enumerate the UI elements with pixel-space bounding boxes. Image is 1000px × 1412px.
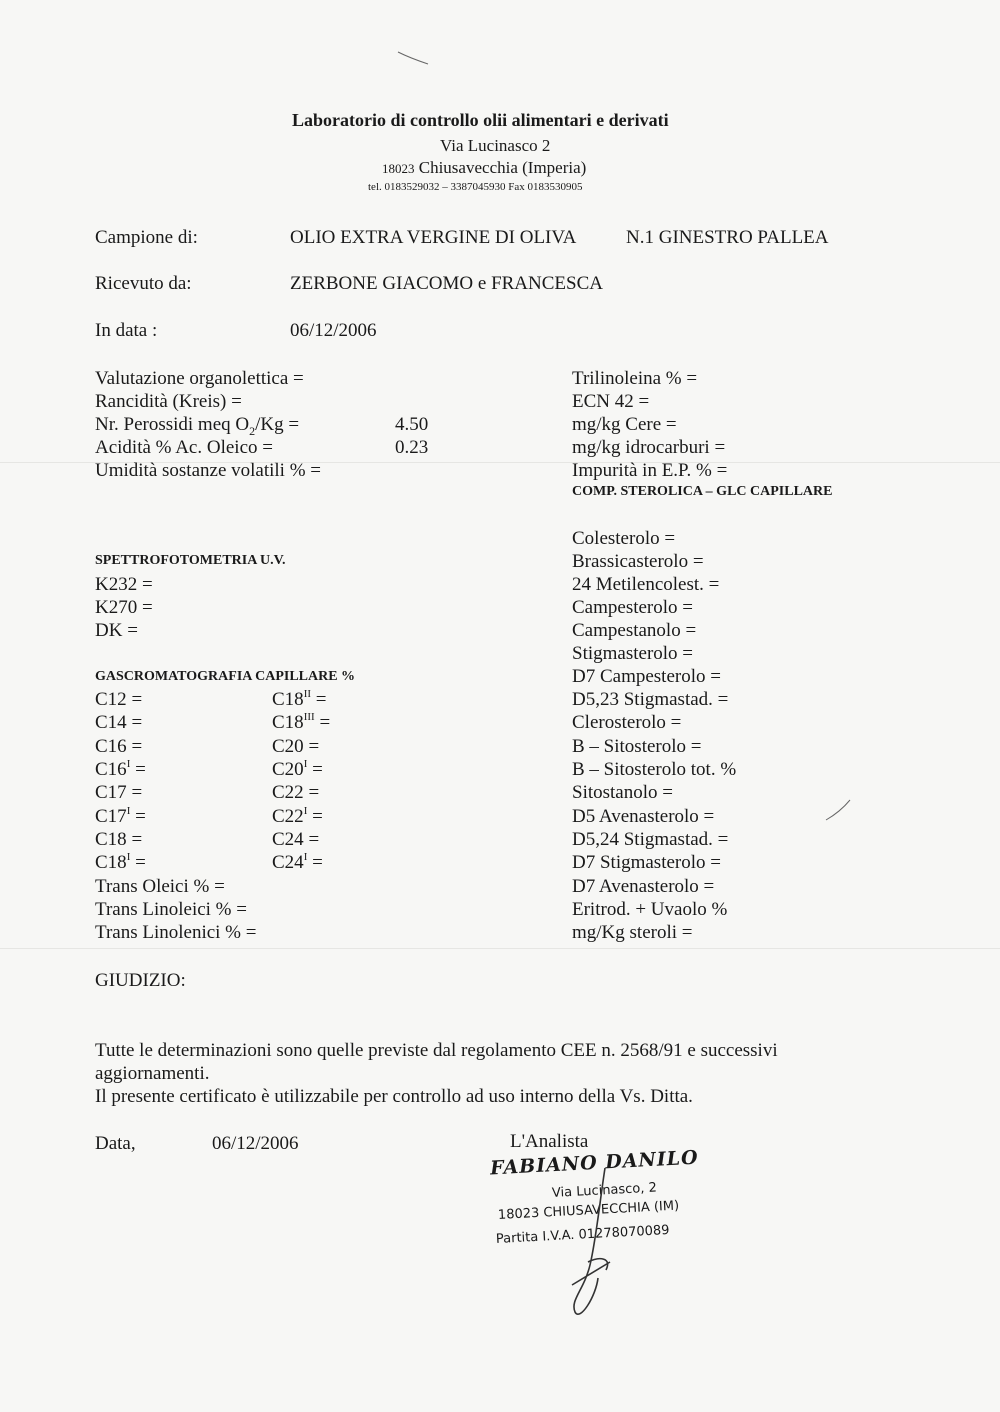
gc-item-base: C18	[95, 852, 127, 873]
sterol-item: D5,24 Stigmastad. =	[572, 829, 729, 850]
gc-item	[95, 759, 146, 781]
gc-item-eq: =	[307, 852, 323, 873]
gc-item	[272, 759, 323, 781]
pen-mark	[826, 800, 850, 820]
gc-item-eq: =	[303, 782, 320, 803]
gc-item	[95, 736, 142, 758]
gc-item-base: C16	[95, 759, 127, 780]
gc-section-title: GASCROMATOGRAFIA CAPILLARE %	[95, 669, 356, 684]
gc-item-base: C24	[272, 852, 304, 873]
sterol-item: Campestanolo =	[572, 620, 697, 641]
sterol-item: 24 Metilencolest. =	[572, 574, 720, 595]
trans-linolenici: Trans Linolenici % =	[95, 922, 257, 943]
gc-item-sup: III	[303, 711, 315, 723]
gc-item-eq: =	[307, 806, 323, 827]
sterol-item: Sitostanolo =	[572, 782, 673, 803]
param-acidita: Acidità % Ac. Oleico =	[95, 437, 273, 458]
gc-item-base: C12	[95, 689, 127, 710]
campione-value: OLIO EXTRA VERGINE DI OLIVA	[290, 227, 577, 248]
gc-item-sup: I	[303, 805, 308, 817]
gc-item-eq: =	[126, 736, 143, 757]
param-organolettica: Valutazione organolettica =	[95, 368, 304, 389]
footer-data-value: 06/12/2006	[212, 1133, 299, 1154]
param-trilinoleina: Trilinoleina % =	[572, 368, 698, 389]
sterol-item: D7 Avenasterolo =	[572, 876, 715, 897]
param-cere: mg/kg Cere =	[572, 414, 677, 435]
param-perossidi-value: 4.50	[395, 414, 429, 435]
gc-item-sup: I	[126, 851, 131, 863]
gc-item	[95, 689, 142, 711]
gc-item-eq: =	[303, 736, 320, 757]
param-perossidi-label-after: /Kg =	[255, 414, 300, 435]
gc-item	[272, 782, 319, 804]
gc-item-eq: =	[130, 806, 146, 827]
note-line-2: aggiornamenti.	[95, 1063, 210, 1084]
sterol-item: D7 Stigmasterolo =	[572, 852, 721, 873]
gc-item-base: C20	[272, 736, 304, 757]
analyst-label: L'Analista	[510, 1131, 589, 1152]
sterol-item: Stigmasterolo =	[572, 643, 694, 664]
sterol-item: D5,23 Stigmastad. =	[572, 689, 729, 710]
gc-item-base: C22	[272, 806, 304, 827]
gc-item	[272, 806, 323, 828]
data-value: 06/12/2006	[290, 320, 377, 341]
trans-linoleici: Trans Linoleici % =	[95, 899, 247, 920]
lab-zip: 18023	[382, 161, 415, 176]
sterol-item: B – Sitosterolo tot. %	[572, 759, 737, 780]
lab-city-name: Chiusavecchia (Imperia)	[418, 158, 587, 177]
gc-item-eq: =	[314, 712, 331, 733]
gc-item-sup: II	[303, 688, 312, 700]
note-line-3: Il presente certificato è utilizzabile per controllo ad uso interno della Vs. Ditta.	[95, 1086, 693, 1107]
gc-item-eq: =	[126, 829, 143, 850]
gc-item-eq: =	[126, 712, 143, 733]
gc-item	[272, 712, 330, 734]
pen-mark	[398, 52, 428, 64]
gc-item-eq: =	[126, 782, 143, 803]
paper-fold-line	[0, 948, 1000, 949]
sterol-item: Eritrod. + Uvaolo %	[572, 899, 728, 920]
gc-item-base: C22	[272, 782, 304, 803]
lab-city	[382, 158, 586, 178]
stamp-street: Via Lucinasco, 2	[551, 1180, 658, 1201]
lab-title: Laboratorio di controllo olii alimentari e derivati	[292, 110, 669, 130]
param-perossidi-sub: 2	[249, 423, 256, 438]
footer-data-label: Data,	[95, 1133, 136, 1154]
uv-item-k270: K270 =	[95, 597, 153, 618]
ricevuto-label: Ricevuto da:	[95, 273, 192, 294]
gc-item	[272, 829, 319, 851]
gc-item-sup: I	[126, 805, 131, 817]
gc-item-eq: =	[307, 759, 323, 780]
sterol-item: B – Sitosterolo =	[572, 736, 702, 757]
gc-item	[272, 736, 319, 758]
sterol-item: Clerosterolo =	[572, 712, 682, 733]
gc-item-eq: =	[303, 829, 320, 850]
data-label: In data :	[95, 320, 158, 341]
lab-address: Via Lucinasco 2	[440, 136, 551, 155]
gc-item-base: C17	[95, 806, 127, 827]
param-perossidi	[95, 414, 299, 439]
gc-item-base: C24	[272, 829, 304, 850]
sterol-item: Brassicasterolo =	[572, 551, 704, 572]
gc-item-eq: =	[130, 852, 146, 873]
gc-item-base: C18	[272, 712, 304, 733]
param-ecn42: ECN 42 =	[572, 391, 650, 412]
gc-item-base: C20	[272, 759, 304, 780]
param-perossidi-label: Nr. Perossidi meq O	[95, 414, 250, 435]
param-impurita: Impurità in E.P. % =	[572, 460, 728, 481]
gc-item	[95, 806, 146, 828]
note-line-1: Tutte le determinazioni sono quelle previste dal regolamento CEE n. 2568/91 e successivi	[95, 1040, 778, 1061]
gc-item	[272, 689, 326, 711]
gc-item	[95, 829, 142, 851]
gc-item-eq: =	[130, 759, 146, 780]
sterol-item: D5 Avenasterolo =	[572, 806, 715, 827]
trans-oleici: Trans Oleici % =	[95, 876, 225, 897]
gc-item-base: C17	[95, 782, 127, 803]
sterol-item: D7 Campesterolo =	[572, 666, 721, 687]
uv-item-dk: DK =	[95, 620, 138, 641]
campione-extra: N.1 GINESTRO PALLEA	[626, 227, 829, 248]
gc-item-eq: =	[126, 689, 143, 710]
uv-item-k232: K232 =	[95, 574, 153, 595]
gc-item	[272, 852, 323, 874]
stamp-vat: Partita I.V.A. 01278070089	[495, 1222, 670, 1247]
campione-label: Campione di:	[95, 227, 198, 248]
sterol-section-title: COMP. STEROLICA – GLC CAPILLARE	[572, 484, 833, 499]
ricevuto-value: ZERBONE GIACOMO e FRANCESCA	[290, 273, 603, 294]
sterol-item: Colesterolo =	[572, 528, 676, 549]
gc-item	[95, 712, 142, 734]
gc-item-sup: I	[303, 851, 308, 863]
gc-item-base: C16	[95, 736, 127, 757]
gc-item-sup: I	[303, 758, 308, 770]
uv-section-title: SPETTROFOTOMETRIA U.V.	[95, 553, 286, 568]
sterol-item: Campesterolo =	[572, 597, 693, 618]
param-idrocarburi: mg/kg idrocarburi =	[572, 437, 726, 458]
gc-item-base: C14	[95, 712, 127, 733]
sterol-item: mg/Kg steroli =	[572, 922, 693, 943]
gc-item-sup: I	[126, 758, 131, 770]
param-rancidita: Rancidità (Kreis) =	[95, 391, 242, 412]
gc-item-eq: =	[311, 689, 327, 710]
gc-item-base: C18	[272, 689, 304, 710]
param-umidita: Umidità sostanze volatili % =	[95, 460, 322, 481]
stamp-city: 18023 CHIUSAVECCHIA (IM)	[497, 1198, 680, 1223]
param-acidita-value: 0.23	[395, 437, 429, 458]
lab-phones: tel. 0183529032 – 3387045930 Fax 0183530905	[368, 181, 583, 193]
giudizio-label: GIUDIZIO:	[95, 970, 186, 991]
stamp-name: FABIANO DANILO	[489, 1146, 700, 1180]
gc-item	[95, 852, 146, 874]
gc-item-base: C18	[95, 829, 127, 850]
gc-item	[95, 782, 142, 804]
